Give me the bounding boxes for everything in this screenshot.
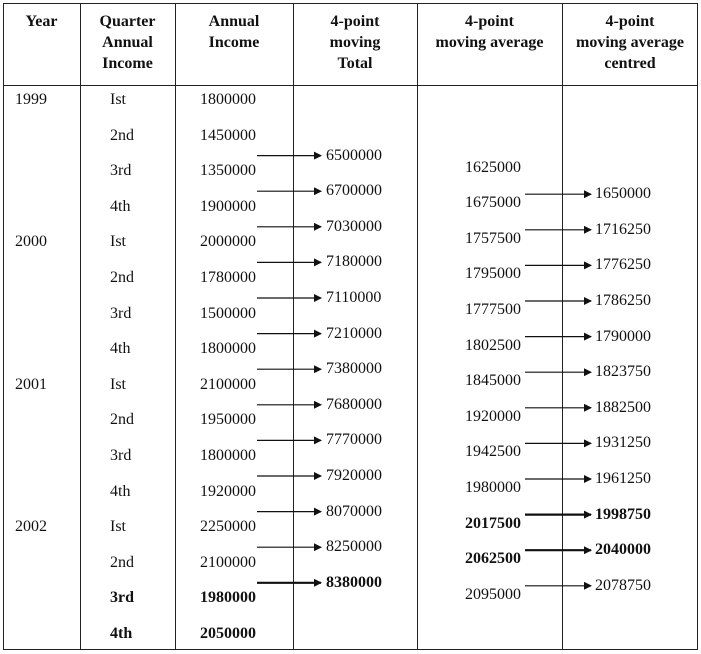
income-cell: 1800000 [200, 91, 256, 108]
header-year: Year [25, 13, 58, 30]
year-cell: 2001 [15, 375, 47, 393]
moving-total-cell: 6700000 [326, 182, 382, 200]
income-cell: 1800000 [200, 340, 256, 358]
income-cell: 1350000 [200, 162, 256, 180]
centred-average-cell: 1998750 [595, 505, 651, 523]
year-cell: 2002 [15, 518, 47, 536]
income-cell: 1920000 [200, 482, 256, 500]
income-cell: 2050000 [200, 625, 256, 642]
moving-total-cell: 7680000 [326, 395, 382, 413]
quarter-cell: 2nd [110, 269, 134, 286]
header-moving-average: 4-point moving average [435, 13, 544, 51]
quarter-cell: 4th [110, 482, 131, 500]
header-quarter: Quarter Annual Income [99, 13, 156, 72]
moving-average-cell: 1675000 [465, 194, 521, 212]
income-cell: 1950000 [200, 411, 256, 429]
quarter-cell: 2nd [110, 553, 134, 571]
centred-average-cell: 1790000 [595, 327, 651, 345]
income-cell: 2250000 [200, 518, 256, 536]
moving-average-cell: 1757500 [465, 229, 521, 247]
income-cell: 2000000 [200, 233, 256, 251]
quarter-cell: 3rd [110, 589, 134, 607]
moving-average-cell: 1802500 [465, 336, 521, 354]
year-cell: 2000 [15, 233, 47, 251]
header-moving-total: 4-point moving Total [329, 13, 381, 72]
moving-average-cell: 1942500 [465, 443, 521, 461]
centred-average-cell: 2078750 [595, 576, 651, 594]
moving-average-cell: 1980000 [465, 479, 521, 496]
quarter-cell: 3rd [110, 447, 132, 464]
moving-average-cell: 1920000 [465, 407, 521, 425]
quarter-cell: 2nd [110, 411, 134, 429]
centred-average-cell: 1786250 [595, 292, 651, 309]
quarter-cell: 4th [110, 197, 131, 215]
moving-average-cell: 1845000 [465, 372, 521, 390]
moving-average-cell: 1777500 [465, 301, 521, 318]
moving-average-cell: 2017500 [465, 514, 521, 532]
arrow-layer [3, 3, 698, 650]
moving-average-cell: 1795000 [465, 265, 521, 283]
header-centred-average: 4-point moving average centred [576, 13, 684, 72]
centred-average-cell: 1776250 [595, 256, 651, 274]
moving-total-cell: 8380000 [326, 573, 382, 591]
centred-average-cell: 1931250 [595, 434, 651, 452]
quarter-cell: Ist [110, 233, 126, 251]
moving-total-cell: 7380000 [326, 360, 382, 378]
moving-total-cell: 7210000 [326, 324, 382, 342]
moving-total-cell: 7110000 [326, 289, 382, 306]
moving-average-table [3, 3, 698, 650]
centred-average-cell: 1823750 [595, 363, 651, 381]
moving-average-cell: 2095000 [465, 585, 521, 603]
moving-average-cell: 2062500 [465, 550, 521, 568]
quarter-cell: 2nd [110, 126, 134, 144]
quarter-cell: 3rd [110, 162, 132, 180]
income-cell: 1780000 [200, 269, 256, 286]
centred-average-cell: 1961250 [595, 470, 651, 487]
centred-average-cell: 1882500 [595, 398, 651, 416]
quarter-cell: 3rd [110, 304, 132, 322]
moving-total-cell: 7920000 [326, 467, 382, 484]
quarter-cell: 4th [110, 340, 131, 358]
moving-total-cell: 8250000 [326, 538, 382, 556]
moving-total-cell: 7770000 [326, 431, 382, 449]
moving-total-cell: 7180000 [326, 253, 382, 271]
income-cell: 1500000 [200, 304, 256, 322]
moving-total-cell: 7030000 [326, 217, 382, 235]
centred-average-cell: 2040000 [595, 541, 651, 559]
moving-total-cell: 8070000 [326, 502, 382, 520]
quarter-cell: 4th [110, 625, 133, 642]
centred-average-cell: 1650000 [595, 185, 651, 203]
quarter-cell: Ist [110, 518, 126, 536]
moving-average-cell: 1625000 [465, 158, 521, 176]
quarter-cell: Ist [110, 91, 126, 108]
income-cell: 2100000 [200, 375, 256, 393]
income-cell: 1450000 [200, 126, 256, 144]
year-cell: 1999 [15, 91, 47, 108]
quarter-cell: Ist [110, 375, 126, 393]
moving-total-cell: 6500000 [326, 146, 382, 164]
income-cell: 1900000 [200, 197, 256, 215]
header-annual-income: Annual Income [208, 13, 260, 51]
income-cell: 1980000 [200, 589, 256, 607]
income-cell: 1800000 [200, 447, 256, 464]
centred-average-cell: 1716250 [595, 220, 651, 238]
income-cell: 2100000 [200, 553, 256, 571]
